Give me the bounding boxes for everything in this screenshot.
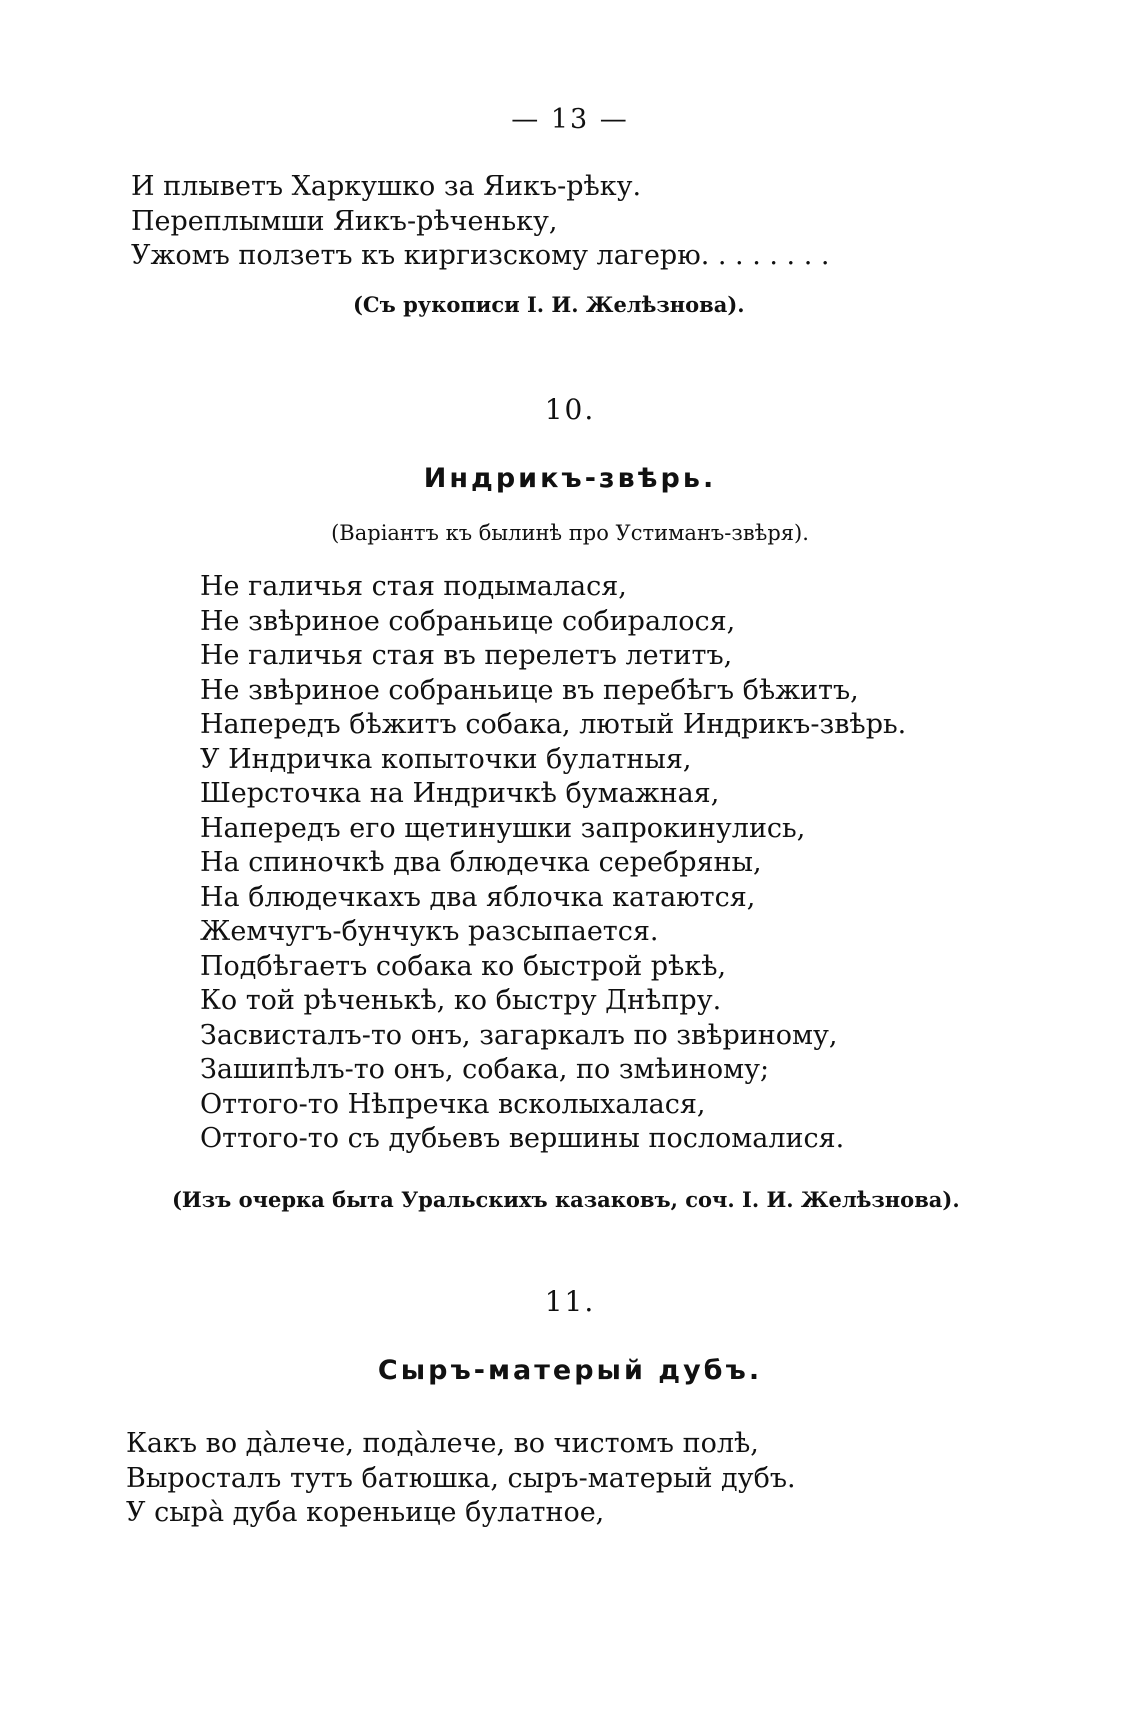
verse-line: Подбѣгаетъ собака ко быстрой рѣкѣ, xyxy=(200,950,727,982)
source-note: (Изъ очерка быта Уральскихъ казаковъ, соч. I. И. Желѣзнова). xyxy=(172,1187,960,1212)
verse-line: У сыра̀ дуба кореньице булатное, xyxy=(126,1497,605,1528)
verse-line: Ко той рѣченькѣ, ко быстру Днѣпру. xyxy=(200,985,722,1016)
verse-line: Какъ во да̀лече, пода̀лече, во чистомъ полѣ, xyxy=(126,1428,759,1459)
verse-line: Напередъ бѣжитъ собака, лютый Индрикъ-звѣрь. xyxy=(200,709,907,740)
source-note: (Съ рукописи I. И. Желѣзнова). xyxy=(353,292,745,317)
verse-line: Оттого-то Нѣпречка всколыхалася, xyxy=(200,1088,706,1120)
section-title: Сыръ-матерый дубъ. xyxy=(377,1355,763,1386)
verse-line: И плыветъ Харкушко за Яикъ-рѣку. xyxy=(131,171,642,202)
verse-line: Оттого-то съ дубьевъ вершины посломалися. xyxy=(200,1123,845,1154)
section-number: 11. xyxy=(544,1285,596,1318)
verse-line: Напередъ его щетинушки запрокинулись, xyxy=(200,812,806,844)
section-title: Индрикъ-звѣрь. xyxy=(423,463,717,494)
verse-line: Жемчугъ-бунчукъ разсыпается. xyxy=(200,916,659,947)
verse-line: На спиночкѣ два блюдечка серебряны, xyxy=(200,847,762,878)
verse-line: Переплымши Яикъ-рѣченьку, xyxy=(131,205,558,237)
verse-line: Ужомъ ползетъ къ киргизскому лагерю. . . . . . . . xyxy=(131,240,830,271)
page-number: — 13 — xyxy=(511,104,629,135)
section-number: 10. xyxy=(544,393,596,426)
verse-line: Не звѣриное собраньице въ перебѣгъ бѣжитъ, xyxy=(200,674,859,706)
verse-line: Зашипѣлъ-то онъ, собака, по змѣиному; xyxy=(200,1054,770,1085)
verse-line: На блюдечкахъ два яблочка катаются, xyxy=(200,881,756,913)
verse-line: У Индричка копыточки булатныя, xyxy=(200,743,692,775)
verse-line: Не галичья стая подымалася, xyxy=(200,571,627,602)
verse-line: Выросталъ тутъ батюшка, сыръ-матерый дубъ. xyxy=(126,1462,796,1494)
poem-oak xyxy=(0,1427,1140,1531)
verse-line: Шерсточка на Индричкѣ бумажная, xyxy=(200,778,720,809)
poem-indrik xyxy=(0,570,1140,1157)
verse-line: Не галичья стая въ перелетъ летитъ, xyxy=(200,640,733,671)
poem-continuation xyxy=(0,170,1140,274)
verse-line: Засвисталъ-то онъ, загаркалъ по звѣриному, xyxy=(200,1019,838,1051)
section-subtitle: (Варіантъ къ былинѣ про Устиманъ-звѣря). xyxy=(331,521,809,545)
verse-line: Не звѣриное собраньице собиралося, xyxy=(200,605,736,637)
